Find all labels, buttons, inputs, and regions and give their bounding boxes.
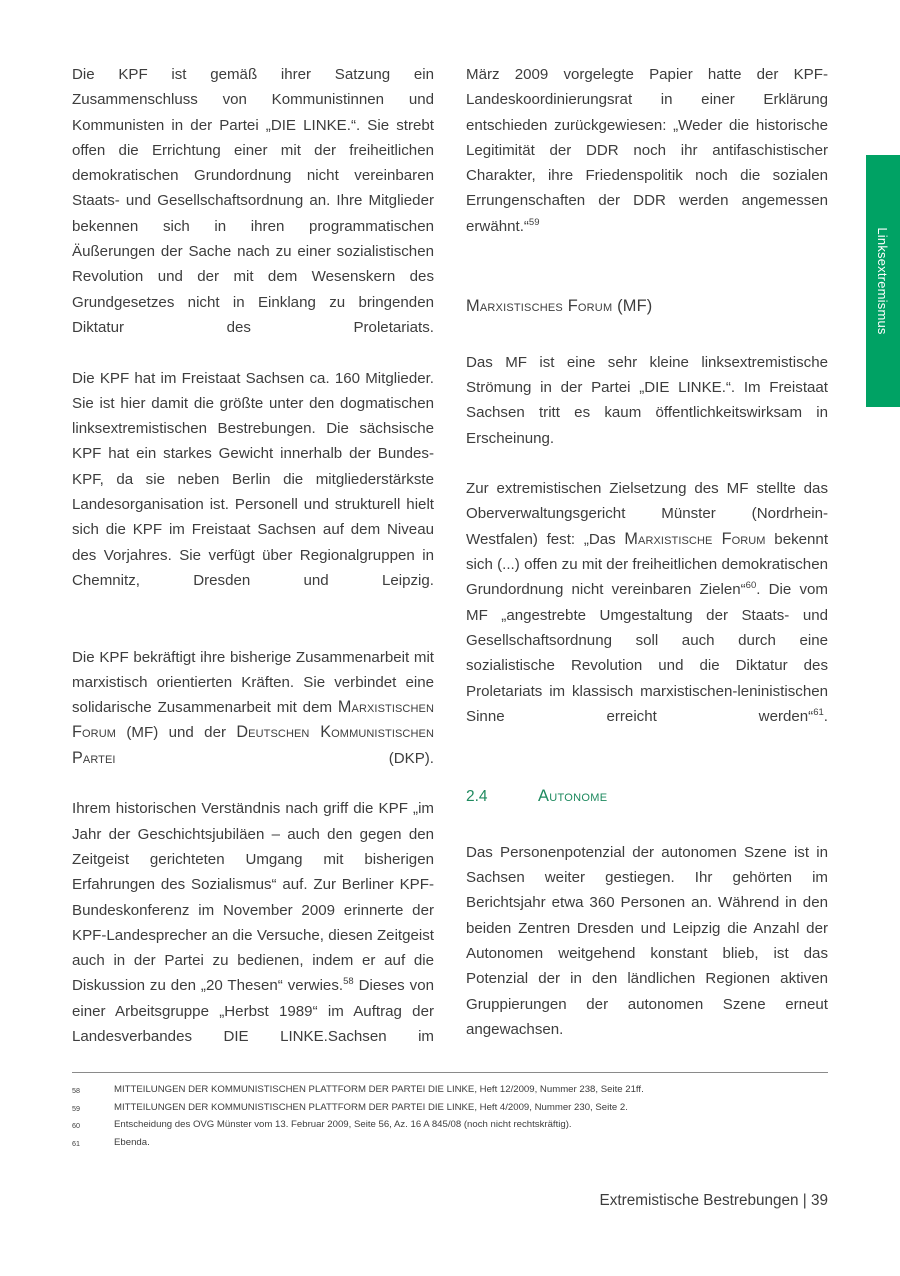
section-number: 2.4: [466, 788, 488, 806]
paragraph-mf-urteil: [466, 476, 828, 754]
historisch-text-2: Dieses von einer Arbeitsgruppe „Herbst 1989“ im Auftrag der Landesverbandes DIE LINKE.Sachsen im: [72, 977, 435, 1045]
section-title: Autonome: [538, 787, 608, 806]
subheading-marxistisches-forum: [466, 294, 828, 319]
footnote-item: [72, 1117, 828, 1135]
left-column: [72, 62, 434, 1075]
paragraph-kpf-mitglieder: Die KPF hat im Freistaat Sachsen ca. 160 Mitglieder. Sie ist hier damit die größte unter den dogmatischen linksextremistischen Bestrebungen. Die sächsische KPF hat ein starkes Gewicht innerhalb der Bundes-KPF, da sie neben Berlin die mitgliederstärkste Landesorganisation ist. Personell und strukturell hielt sich die KPF im Freistaat Sachsen auf dem Niveau des Vorjahres. Sie verfügt über Regionalgruppen in Chemnitz, Dresden und Leipzig.: [72, 369, 434, 589]
smallcaps-marxistische-forum-zitat: Marxistische Forum: [624, 529, 766, 548]
footnote-number: 59: [72, 1103, 80, 1113]
zusammenarbeit-text-1: Die KPF bekräftigt ihre bisherige Zusammenarbeit mit marxistisch orientierten Kräften. Sie verbindet eine solidarische Zusammenarbeit mit dem: [72, 648, 434, 717]
paragraph-autonome: Das Personenpotenzial der autonomen Szene ist in Sachsen weiter gestiegen. Ihr gehörten im Berichtsjahr etwa 360 Personen an. Während in den beiden Zentren Dresden und Leipzig die Anzahl der Autonomen weitgehend konstant blieb, ist das Potenzial der in den ländlichen Regionen aktiven Gruppierungen der autonomen Szene erneut angewachsen.: [466, 843, 828, 1038]
footnote-number: 61: [72, 1138, 80, 1148]
footnote-separator-rule: [72, 1072, 828, 1073]
heading-spacer-bottom: [466, 320, 828, 350]
paragraph-zusammenarbeit: [72, 645, 434, 797]
footnote-item: [72, 1100, 828, 1118]
subheading-smallcaps: Marxistisches Forum: [466, 297, 613, 316]
mf-urteil-text-2: bekennt sich (...) offen zu mit der freiheitlichen demokratischen Grundordnung nicht vereinbaren Zielen“: [466, 530, 829, 599]
footnote-number: 58: [72, 1086, 80, 1095]
paragraph-historisches-verstaendnis: [72, 796, 434, 1074]
historisch-text-1: Ihrem historischen Verständnis nach griff die KPF „im Jahr der Geschichtsjubiläen – auch den gegen den Zeitgeist gerichteten Umgang mit bisherigen Erfahrungen des Sozialismus“ auf. Zur Berliner KPF-Bundeskonferenz im November 2009 erinnerte der KPF-Landesprecher an die Versuche, diesen Zeitgeist auch in der Partei zu bedienen, indem er auf die Diskussion zu den „20 Thesen“ verwies.: [72, 800, 434, 995]
footnote-text: MITTEILUNGEN DER KOMMUNISTISCHEN PLATTFORM DER PARTEI DIE LINKE, Heft 12/2009, Nummer 238, Seite 21ff.: [114, 1084, 644, 1095]
footnote-text: Entscheidung des OVG Münster vom 13. Februar 2009, Seite 56, Az. 16 A 845/08 (noch nicht rechtskräftig).: [114, 1119, 572, 1130]
paragraph-mf-intro: Das MF ist eine sehr kleine linksextremistische Strömung in der Partei „DIE LINKE.“. Im Freistaat Sachsen tritt es kaum öffentlichkeitswirksam in Erscheinung.: [466, 353, 828, 447]
footnote-ref-59[interactable]: 59: [528, 216, 540, 228]
page-footer: Extremistische Bestrebungen | 39: [599, 1192, 828, 1209]
footnote-ref-60[interactable]: 60: [745, 580, 757, 592]
paragraph-kpf-definition: Die KPF ist gemäß ihrer Satzung ein Zusammenschluss von Kommunistinnen und Kommunisten in der Partei „DIE LINKE.“. Sie strebt offen die Errichtung einer mit der freiheitlichen demokratischen Grundordnung nicht vereinbaren Staats- und Gesellschaftsordnung an. Ihre Mitglieder bekennen sich in ihren programmatischen Äußerungen der Sache nach zu einer sozialistischen Revolution und der mit dem Wesenskern des Grundgesetzes nicht in Einklang zu bringenden Diktatur des Proletariats.: [72, 66, 434, 336]
mf-urteil-text-4: .: [823, 707, 828, 725]
footnote-text: Ebenda.: [114, 1136, 150, 1148]
footnote-number: 60: [72, 1121, 80, 1130]
footnote-block: [72, 1072, 828, 1152]
chapter-side-tab: [866, 155, 900, 407]
section-spacer-bottom: [466, 810, 828, 840]
zusammenarbeit-text-2: (MF) und der: [116, 724, 237, 742]
footnote-text: MITTEILUNGEN DER KOMMUNISTISCHEN PLATTFORM DER PARTEI DIE LINKE, Heft 4/2009, Nummer 230, Seite 2.: [114, 1101, 628, 1113]
zusammenarbeit-text-3: (DKP).: [115, 749, 434, 767]
right-column: [466, 62, 828, 1067]
smallcaps-marxistisches-forum: Marxistischen Forum: [72, 698, 434, 742]
mf-urteil-text-3: . Die vom MF „angestrebte Umgestaltung der Staats- und Gesellschaftsordnung soll auch durch eine sozialistische Revolution und die Diktatur des Proletariats im klassisch marxistischen-leninistischen Sinne erreicht werden“: [466, 581, 828, 725]
continuation-text: März 2009 vorgelegte Papier hatte der KPF-Landeskoordinierungsrat in einer Erklärung entschieden zurückgewiesen: „Weder die historische Legitimität der DDR noch ihr antifaschistischer Charakter, ihre Friedenspolitik noch die sozialen Errungenschaften der DDR werden angemessen erwähnt.“: [466, 66, 828, 235]
paragraph-spacer: [72, 619, 434, 645]
section-heading-autonome: [466, 784, 828, 809]
chapter-side-tab-label: Linksextremismus: [875, 227, 891, 335]
smallcaps-deutsche-kommunistische-partei: Deutschen Kommunistischen Partei: [72, 723, 434, 767]
heading-spacer-top: [466, 264, 828, 294]
paragraph-kpf-erklaerung-continuation: [466, 62, 828, 264]
footnote-ref-61[interactable]: 61: [813, 706, 824, 718]
footnote-item: [72, 1135, 828, 1153]
footnote-item: [72, 1082, 828, 1100]
text-columns: [72, 62, 828, 1047]
section-spacer-top: [466, 754, 828, 784]
subheading-abbrev: (MF): [612, 297, 653, 316]
mf-urteil-text-1: Zur extremistischen Zielsetzung des MF stellte das Oberverwaltungsgericht Münster (Nordrhein-Westfalen) fest: „Das: [466, 480, 828, 548]
footnote-ref-58[interactable]: 58: [343, 976, 354, 988]
